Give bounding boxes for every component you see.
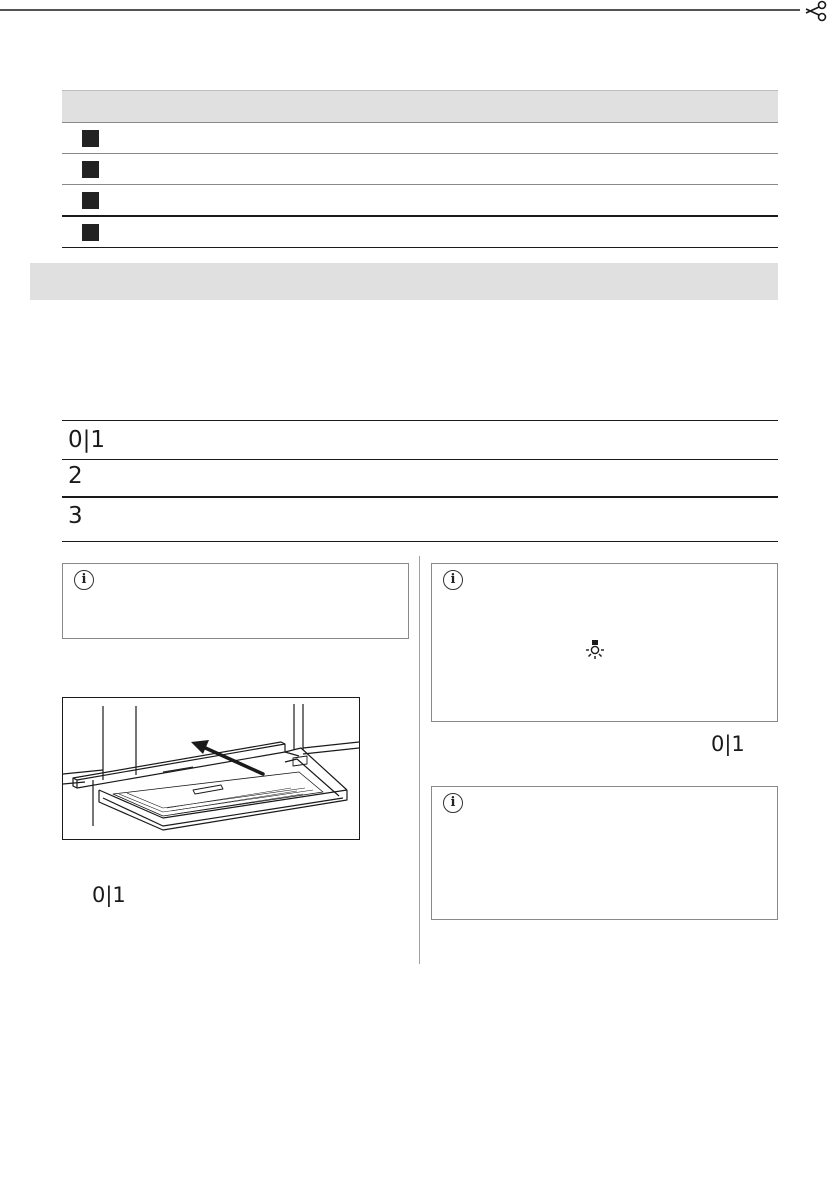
- speed-3-symbol: 3: [68, 503, 83, 529]
- hood-drawing: [63, 698, 359, 839]
- square-marker-icon: [82, 130, 99, 147]
- top-table-row: [62, 123, 778, 154]
- info-box-right-top: [431, 563, 778, 722]
- column-divider: [419, 556, 420, 964]
- section-header-band: [30, 263, 778, 300]
- on-off-symbol-left: 0|1: [92, 883, 126, 907]
- hood-illustration: [62, 697, 360, 840]
- scissors-icon: [806, 2, 826, 21]
- square-marker-icon: [82, 224, 99, 241]
- info-icon: i: [74, 570, 94, 590]
- square-marker-icon: [82, 192, 99, 209]
- speed-2-symbol: 2: [68, 463, 83, 489]
- control-row-on-off: [62, 420, 778, 459]
- control-row-speed-2: [62, 459, 778, 496]
- info-box-right-bottom: [431, 786, 778, 920]
- top-table-header: [62, 90, 778, 123]
- top-table-row: [62, 185, 778, 217]
- lamp-icon: [584, 639, 606, 661]
- on-off-symbol: 0|1: [68, 427, 106, 453]
- arrow-icon: [191, 740, 263, 774]
- top-table-row: [62, 154, 778, 185]
- control-row-speed-3: [62, 496, 778, 541]
- cut-line: [0, 0, 839, 30]
- info-box-left: [62, 563, 409, 639]
- square-marker-icon: [82, 161, 99, 178]
- control-table: [62, 420, 778, 542]
- top-table: [62, 90, 778, 248]
- control-table-bottom-rule: [62, 541, 778, 542]
- top-table-row: [62, 217, 778, 248]
- info-icon: i: [443, 793, 463, 813]
- on-off-symbol-right: 0|1: [711, 732, 745, 756]
- info-icon: i: [443, 570, 463, 590]
